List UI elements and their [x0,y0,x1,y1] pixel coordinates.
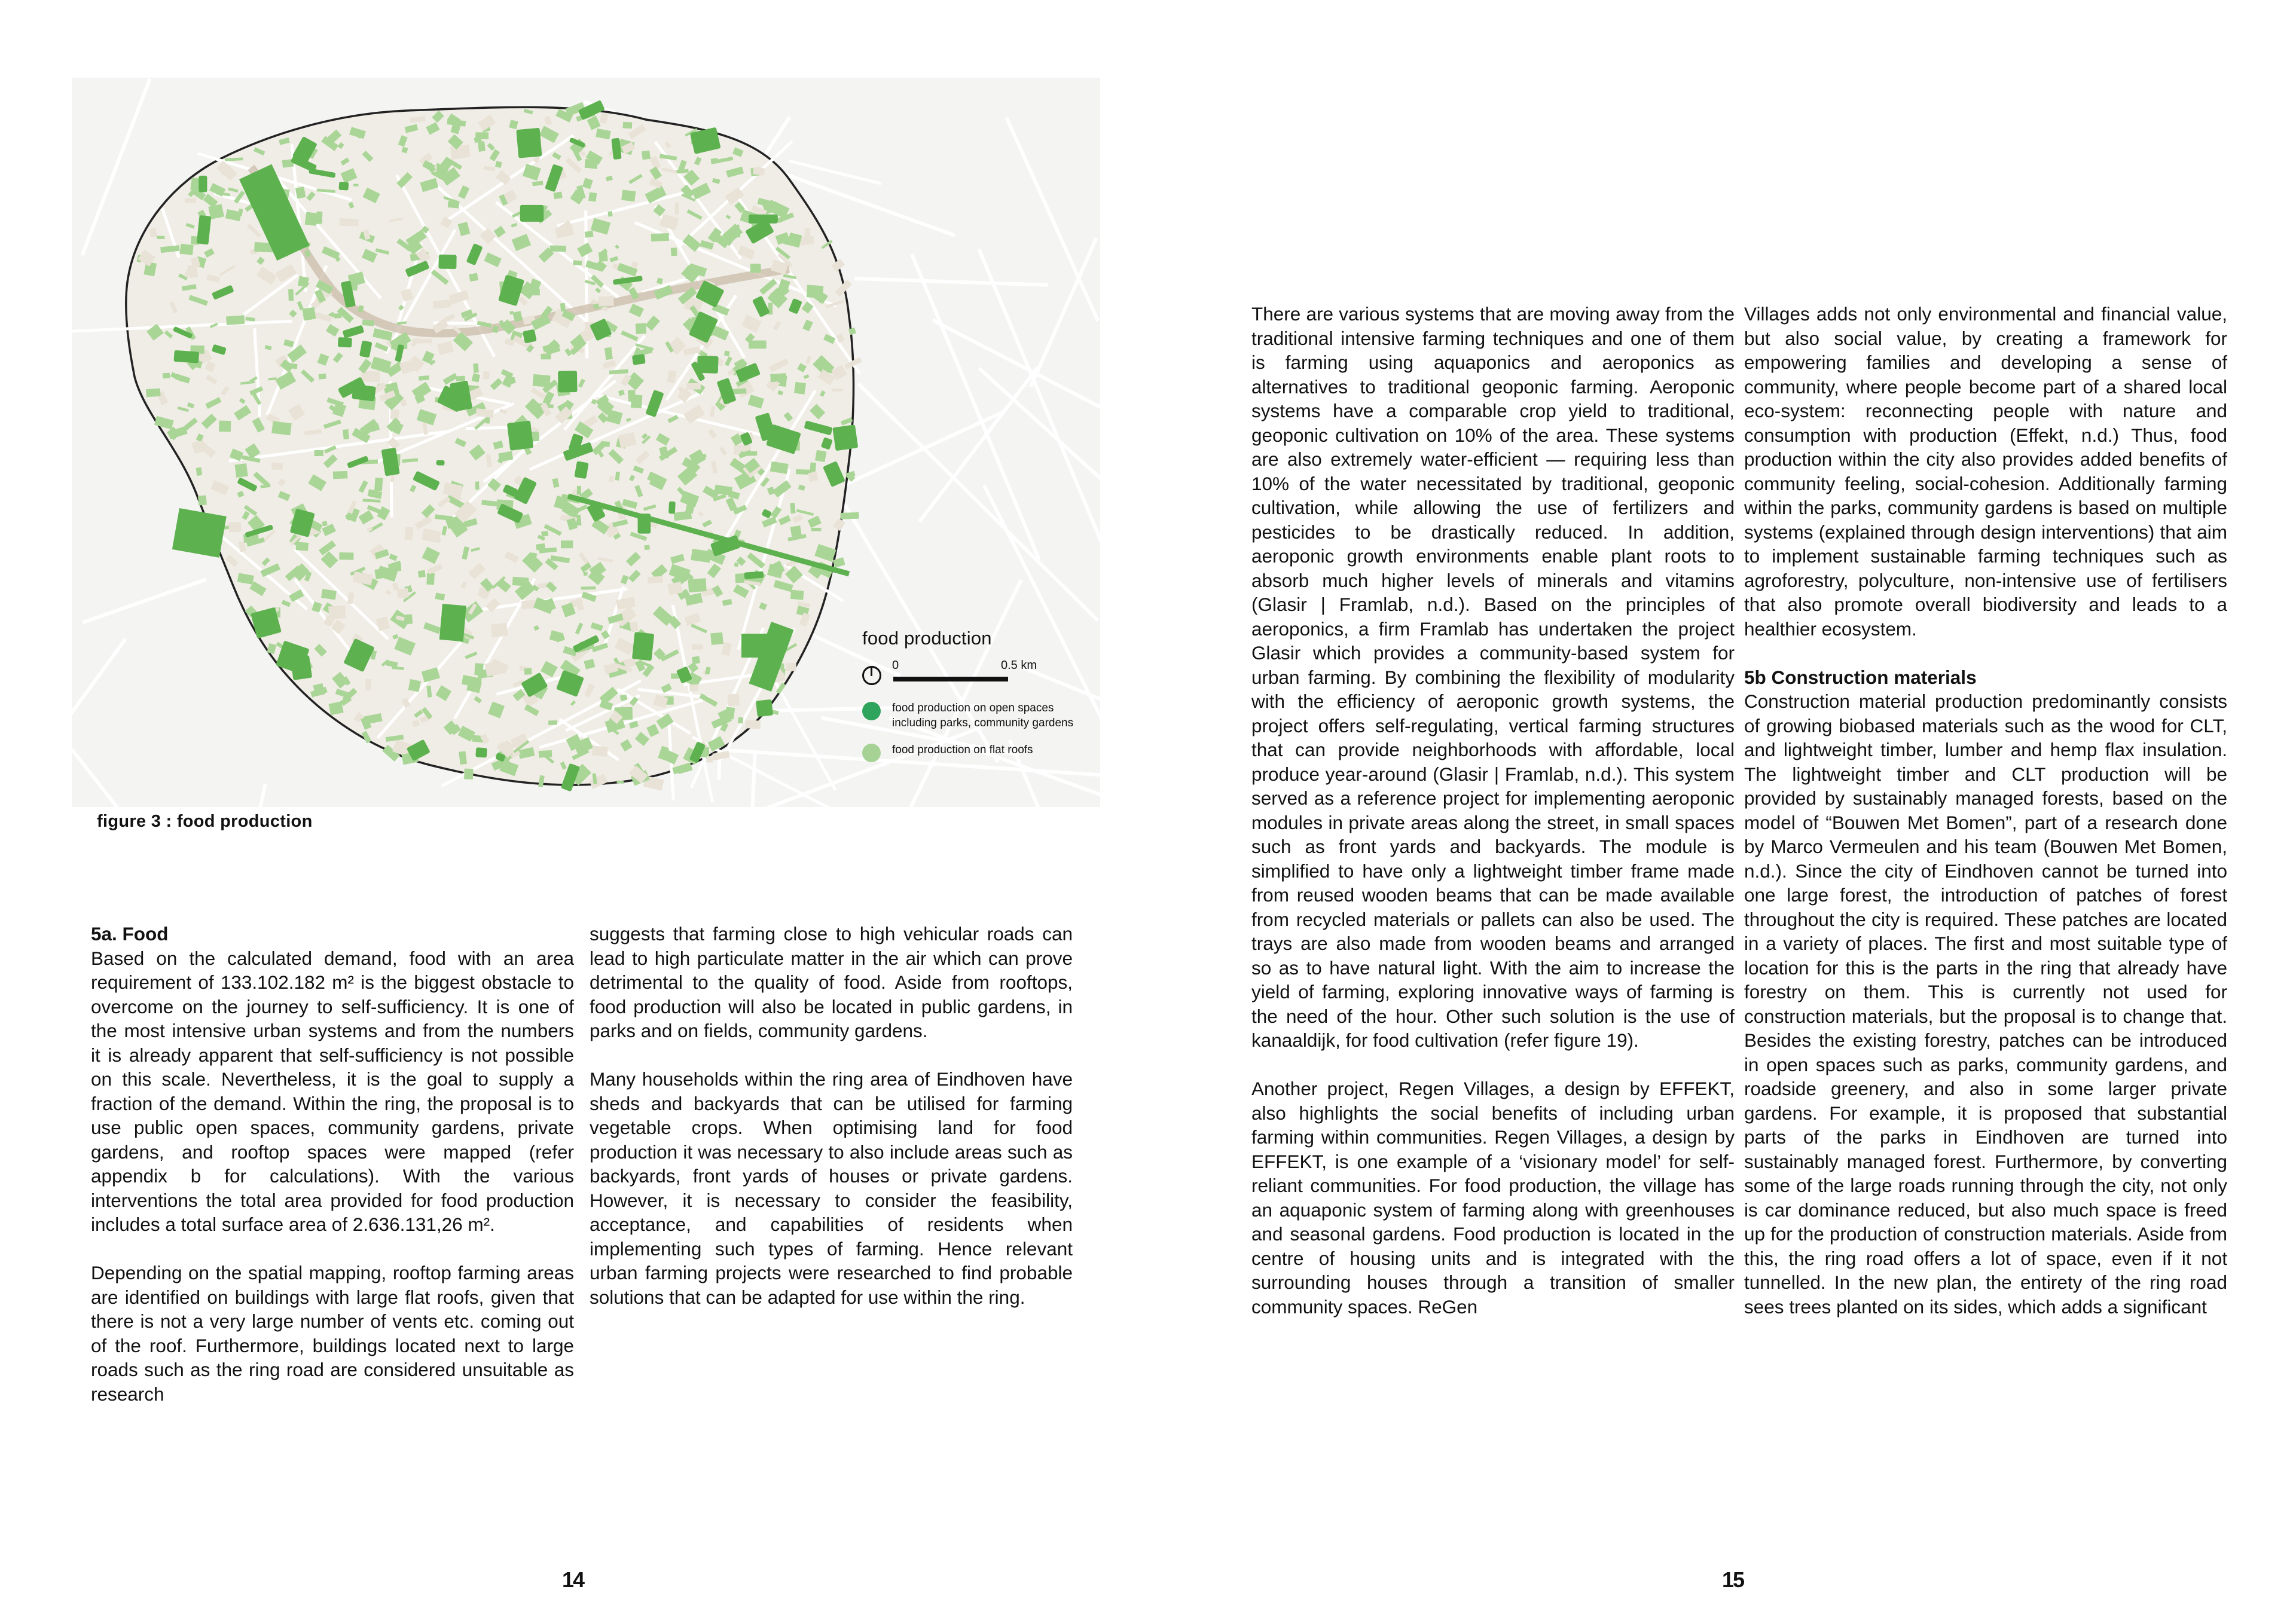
roof-patch [456,376,465,381]
roof-patch [811,528,822,531]
roof-patch [413,339,432,344]
open-space-patch [697,356,719,374]
roof-patch [314,216,320,224]
roof-patch [675,202,679,214]
roof-patch [235,463,248,478]
roof-patch [541,354,551,359]
roof-patch [426,573,435,585]
roof-patch [358,133,363,138]
park-patch [439,604,466,641]
roof-patch [536,543,545,551]
roof-patch [397,588,409,598]
flat-roof-swatch-icon [862,744,881,762]
roof-patch [219,420,231,432]
roof-patch [315,450,323,456]
roof-patch [584,572,588,576]
roof-patch [689,684,698,692]
roof-patch [815,450,826,462]
roof-patch [418,570,426,578]
legend-title: food production [862,628,992,649]
text-column-left-1 [91,922,574,1406]
roof-patch [692,644,703,650]
paragraph: Villages adds not only environmental and financial value, but also social value, by creating a framework for empowering families and developing a sense of community, where people become part of a shared local eco-system: reconnecting people with nature and consumption with production (Effekt, n.d.) Thus, food production within the city also provides added benefits of community feeling, social-cohesion. Additionally farming within the parks, community gardens is based on multiple systems (explained through design interventions) that aim to implement sustainable farming techniques such as agroforestry, polyculture, non-intensive use of fertilisers that also promote overall biodiversity and leads to a healthier ecosystem. [1744,303,2227,640]
figure-caption: figure 3 : food production [97,812,313,831]
roof-patch [810,462,816,472]
roof-patch [271,463,283,470]
roof-patch [599,296,614,307]
paragraph: Depending on the spatial mapping, rooftop farming areas are identified on buildings with large flat roofs, given that there is not a very large number of vents etc. coming out of the roof. Furthermore, buildings located next to large roads such as the ring road are considered unsuitable as research [91,1262,574,1405]
roof-patch [408,679,421,692]
roof-patch [749,341,766,349]
roof-patch [339,552,353,560]
roof-patch [450,145,471,160]
roof-patch [725,707,735,719]
roof-patch [271,421,292,435]
roof-patch [592,745,608,757]
roof-patch [577,486,581,495]
scale-start-label: 0 [892,659,899,672]
roof-patch [710,632,723,645]
roof-patch [621,189,636,201]
spacer [1744,641,2227,665]
roof-patch [539,750,552,758]
roof-patch [770,373,786,382]
roof-patch [651,233,669,242]
roof-patch [607,211,612,217]
text-column-right-2 [1744,302,2227,1319]
open-space-patch [475,747,487,757]
roof-patch [620,695,627,701]
open-space-patch [290,655,312,680]
roof-patch [706,756,713,763]
roof-patch [623,122,633,129]
open-space-patch [744,571,764,579]
open-space-patch [438,255,456,269]
roof-patch [474,663,484,676]
legend-item-flat-roofs [862,742,1089,757]
paragraph: suggests that farming close to high vehicular roads can lead to high particulate matter in the air which can prove detrimental to the quality of food. Aside from rooftops, food production will also be located in public gardens, in parks and on fields, community gardens. [590,923,1073,1041]
open-space-patch [199,176,207,192]
park-patch [741,634,771,658]
roof-patch [404,527,413,540]
roof-patch [433,299,451,308]
paragraph: Construction material production predominantly consists of growing biobased materials such as the wood for CLT, and lightweight timber, lumber and hemp flax insulation. The lightweight timber and CLT production will be provided by sustainably managed forests, based on the model of “Bouwen Met Bomen”, part of a research done by Marco Vermeulen and his team (Bouwen Met Bomen, n.d.). Since the city of Eindhoven cannot be turned into one large forest, the introduction of patches of forest throughout the city is required. These patches are located in a variety of places. The first and most suitable type of location for this is the parts in the ring that already have forestry on them. This is currently not used for construction materials, but the proposal is to change that. Besides the existing forestry, patches can be introduced in open spaces such as parks, community gardens, and roadside greenery, and also in some larger private gardens. For example, it is proposed that substantial parts of the parks in Eindhoven are turned into sustainably managed forest. Furthermore, by converting some of the large roads running through the city, not only is car dominance reduced, but also much space is freed up for the production of construction materials. Aside from this, the ring road offers a lot of space, even if it not tunnelled. In the new plan, the entirety of the ring road sees trees planted on its sides, which adds a significant [1744,690,2227,1318]
roof-patch [609,476,614,482]
roof-patch [832,389,843,392]
roof-patch [746,720,761,729]
roof-patch [390,409,399,420]
park-patch [172,508,227,558]
open-space-patch [668,502,676,514]
roof-patch [343,429,349,439]
roof-patch [196,467,202,476]
roof-patch [524,668,532,675]
roof-patch [228,522,242,532]
roof-patch [146,389,161,398]
open-space-patch [523,329,537,343]
map-legend [862,628,1089,769]
roof-patch [790,590,804,600]
roof-patch [750,264,761,273]
roof-patch [686,273,695,280]
roof-patch [840,512,859,519]
roof-patch [288,289,294,301]
roof-patch [688,578,707,592]
food-production-map [72,78,1100,807]
legend-item-open-space [862,701,1089,730]
roof-patch [353,184,358,187]
roof-patch [198,496,207,506]
legend-label: food production on flat roofs [892,744,1033,756]
roof-patch [478,141,486,152]
roof-patch [671,247,677,256]
roof-patch [157,236,164,239]
open-space-patch [632,632,654,661]
roof-patch [790,503,795,514]
text-column-left-2 [590,922,1073,1309]
open-space-patch [632,354,646,365]
open-space-patch [436,460,445,466]
roof-patch [724,350,730,356]
roof-patch [512,577,529,586]
north-arrow-icon [862,666,881,685]
roof-patch [419,375,429,381]
roof-patch [648,576,663,583]
open-space-patch [520,205,544,222]
roof-patch [448,201,459,208]
roof-patch [642,151,651,160]
roof-patch [636,323,646,334]
roof-patch [362,320,374,326]
paragraph: Many households within the ring area of Eindhoven have sheds and backyards that can be utilised for farming vegetable crops. When optimising land for food production it was necessary to also include areas such as backyards, front yards of houses or private gardens. However, it is necessary to consider the feasibility, acceptance, and capabilities of residents when implementing such types of farming. Hence relevant urban farming projects were researched to find probable solutions that can be adapted for use within the ring. [590,1068,1073,1308]
open-space-patch [338,337,352,347]
roof-patch [790,525,802,537]
roof-patch [560,303,566,312]
paragraph: Based on the calculated demand, food with an area requirement of 133.102.182 m² is the biggest obstacle to overcome on the journey to self-sufficiency. It is one of the most intensive urban systems and from the numbers it is already apparent that self-sufficiency is not possible on this scale. Nevertheless, it is the goal to supply a fraction of the demand. Within the ring, the proposal is to use public open spaces, community gardens, private gardens, and rooftop spaces were mapped (refer appendix b for calculations). With the various interventions the total area provided for food production includes a total surface area of 2.636.131,26 m². [91,947,574,1235]
legend-label: food production on open spaces including parks, community gardens [892,702,1074,729]
roof-patch [808,472,819,482]
roof-patch [190,178,200,191]
roof-patch [163,373,170,379]
scale-bar-row [862,659,1089,701]
open-space-patch [516,128,542,158]
roof-patch [786,663,796,671]
scale-end-label: 0.5 km [1001,659,1037,672]
open-space-patch [173,350,199,363]
roof-patch [334,313,342,319]
open-space-swatch-icon [862,702,881,720]
roof-patch [226,315,245,325]
roof-patch [686,383,701,390]
roof-patch [464,769,473,780]
roof-patch [581,586,596,590]
roof-patch [645,545,650,550]
roof-patch [588,192,597,202]
roof-patch [585,231,594,238]
roof-patch [734,563,738,567]
roof-patch [491,623,508,637]
page-number: 14 [562,1567,584,1592]
roof-patch [473,363,478,373]
roof-patch [469,273,478,282]
open-space-patch [558,371,577,392]
paragraph: There are various systems that are moving away from the traditional intensive farming techniques and one of them is farming using aquaponics and aeroponics as alternatives to traditional geoponic farming. Aeroponic systems have a comparable crop yield to traditional, geoponic cultivation on 10% of the area. These systems are also extremely water-efficient — requiring less than 10% of the water necessitated by traditional, geoponic cultivation, while allowing the use of fertilizers and pesticides to be drastically reduced. In addition, aeroponic growth environments enable plant roots to absorb much higher levels of minerals and vitamins (Glasir | Framlab, n.d.). Based on the principles of aeroponics, a firm Framlab has undertaken the project Glasir which provides a community-based system for urban farming. By combining the flexibility of modularity with the efficiency of aeroponic growth systems, the project offers self-regulating, vertical farming structures that can provide neighborhoods with affordable, local produce year-around (Glasir | Framlab, n.d.). This system served as a reference project for implementing aeroponic modules in private areas along the street, in small spaces such as front yards and backyards. The module is simplified to have only a lightweight timber frame made from reused wooden beams that can be made available from recycled materials or pallets can also be used. The trays are also made from wooden beams and arranged so as to have natural light. With the aim to increase the yield of farming, exploring innovative ways of farming is the need of the hour. Other such solution is the use of kanaaldijk, for food cultivation (refer figure 19). [1251,303,1735,1051]
paragraph: Another project, Regen Villages, a design by EFFEKT, also highlights the social benefits of including urban farming within communities. Regen Villages, a design by EFFEKT, is one example of a ‘visionary model’ for self-reliant communities. For food production, the village has an aquaponic system of farming along with greenhouses and seasonal gardens. Food production is located in the centre of housing units and is integrated with the surrounding houses through a transition of smaller community spaces. ReGen [1251,1078,1735,1318]
roof-patch [604,347,613,360]
roof-patch [599,252,608,262]
page-number: 15 [1722,1567,1744,1592]
scale-bar [893,677,1008,681]
roof-patch [548,720,557,725]
open-space-patch [756,699,773,717]
roof-patch [550,246,566,252]
roof-patch [328,606,346,619]
roof-patch [603,441,610,447]
roof-patch [628,390,636,402]
open-space-patch [507,420,534,450]
roof-patch [475,481,480,490]
roof-patch [727,693,740,706]
roof-patch [541,531,548,537]
roof-patch [185,198,196,203]
roof-patch [333,471,348,479]
text-column-right-1 [1251,302,1735,1319]
roof-patch [319,374,326,380]
roof-patch [740,451,757,456]
roof-patch [630,622,639,632]
open-space-patch [832,424,858,451]
roof-patch [561,540,573,548]
roof-patch [365,679,371,690]
roof-patch [180,244,194,255]
section-heading-construction-materials: 5b Construction materials [1744,666,1977,688]
roof-patch [573,260,582,265]
roof-patch [692,656,700,664]
roof-patch [296,542,309,551]
section-heading-food: 5a. Food [91,923,169,945]
roof-patch [483,371,489,379]
roof-patch [302,307,316,321]
open-space-patch [338,182,349,191]
roof-patch [671,673,679,678]
roof-patch [374,478,383,491]
roof-patch [738,717,743,724]
roof-patch [340,218,358,227]
roof-patch [804,228,810,239]
